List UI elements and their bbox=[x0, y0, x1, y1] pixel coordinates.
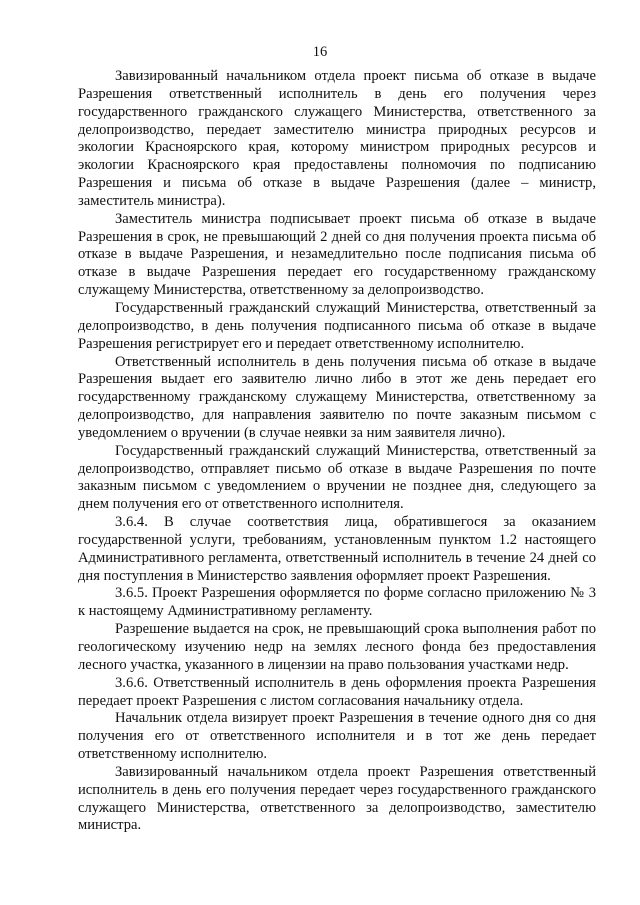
paragraph: 3.6.6. Ответственный исполнитель в день оформления проекта Разрешения передает проект Разрешения с листом согласования начальнику отдела. bbox=[78, 674, 596, 709]
page-number: 16 bbox=[312, 44, 328, 60]
paragraph: Государственный гражданский служащий Министерства, ответственный за делопроизводство, в день получения подписанного письма об отказе в выдаче Разрешения регистрирует его и передает ответственному исполнителю. bbox=[78, 299, 596, 352]
paragraph: Ответственный исполнитель в день получения письма об отказе в выдаче Разрешения выдает его заявителю лично либо в этот же день передает его государственному гражданскому служащему Министерства, ответственному за делопроизводство, для направления заявителю по почте заказным письмом с уведомлением о вручении (в случае неявки за ним заявителя лично). bbox=[78, 353, 596, 441]
paragraph: Заместитель министра подписывает проект письма об отказе в выдаче Разрешения в срок, не превышающий 2 дней со дня получения проекта письма об отказе в выдаче Разрешения, и незамедлительно после подписания письма об отказе в выдаче Разрешения передает его государственному гражданскому служащему Министерства, ответственному за делопроизводство. bbox=[78, 210, 596, 299]
paragraph: Разрешение выдается на срок, не превышающий срока выполнения работ по геологическому изучению недр на землях лесного фонда без предоставления лесного участка, указанного в лицензии на право пользования участками недр. bbox=[78, 621, 596, 673]
paragraph: Завизированный начальником отдела проект письма об отказе в выдаче Разрешения ответственный исполнитель в день его получения через государственного гражданского служащего Министерства, ответственного за делопроизводство, передает заместителю министра природных ресурсов и экологии Красноярского края, которому министром природных ресурсов и экологии Красноярского края предоставлены полномочия по подписанию Разрешения и письма об отказе в выдаче Разрешения (далее – министр, заместитель министра). bbox=[78, 68, 596, 209]
paragraph: 3.6.4. В случае соответствия лица, обратившегося за оказанием государственной услуги, требованиям, установленным пунктом 1.2 настоящего Административного регламента, ответственный исполнитель в течение 24 дней со дня поступления в Министерство заявления оформляет проект Разрешения. bbox=[78, 514, 596, 584]
paragraph: Начальник отдела визирует проект Разрешения в течение одного дня со дня получения его от ответственного исполнителя и в тот же день передает ответственному исполнителю. bbox=[78, 710, 596, 763]
paragraph: Государственный гражданский служащий Министерства, ответственный за делопроизводство, отправляет письмо об отказе в выдаче Разрешения по почте заказным письмом с уведомлением о вручении не позднее дня, следующего за днем получения его от ответственного исполнителя. bbox=[78, 442, 596, 513]
paragraph: 3.6.5. Проект Разрешения оформляется по форме согласно приложению № 3 к настоящему Административному регламенту. bbox=[78, 585, 596, 620]
paragraph: Завизированный начальником отдела проект Разрешения ответственный исполнитель в день его получения передает через государственного гражданского служащего Министерства, ответственного за делопроизводство, заместителю министра. bbox=[78, 763, 596, 834]
document-body bbox=[78, 68, 596, 835]
